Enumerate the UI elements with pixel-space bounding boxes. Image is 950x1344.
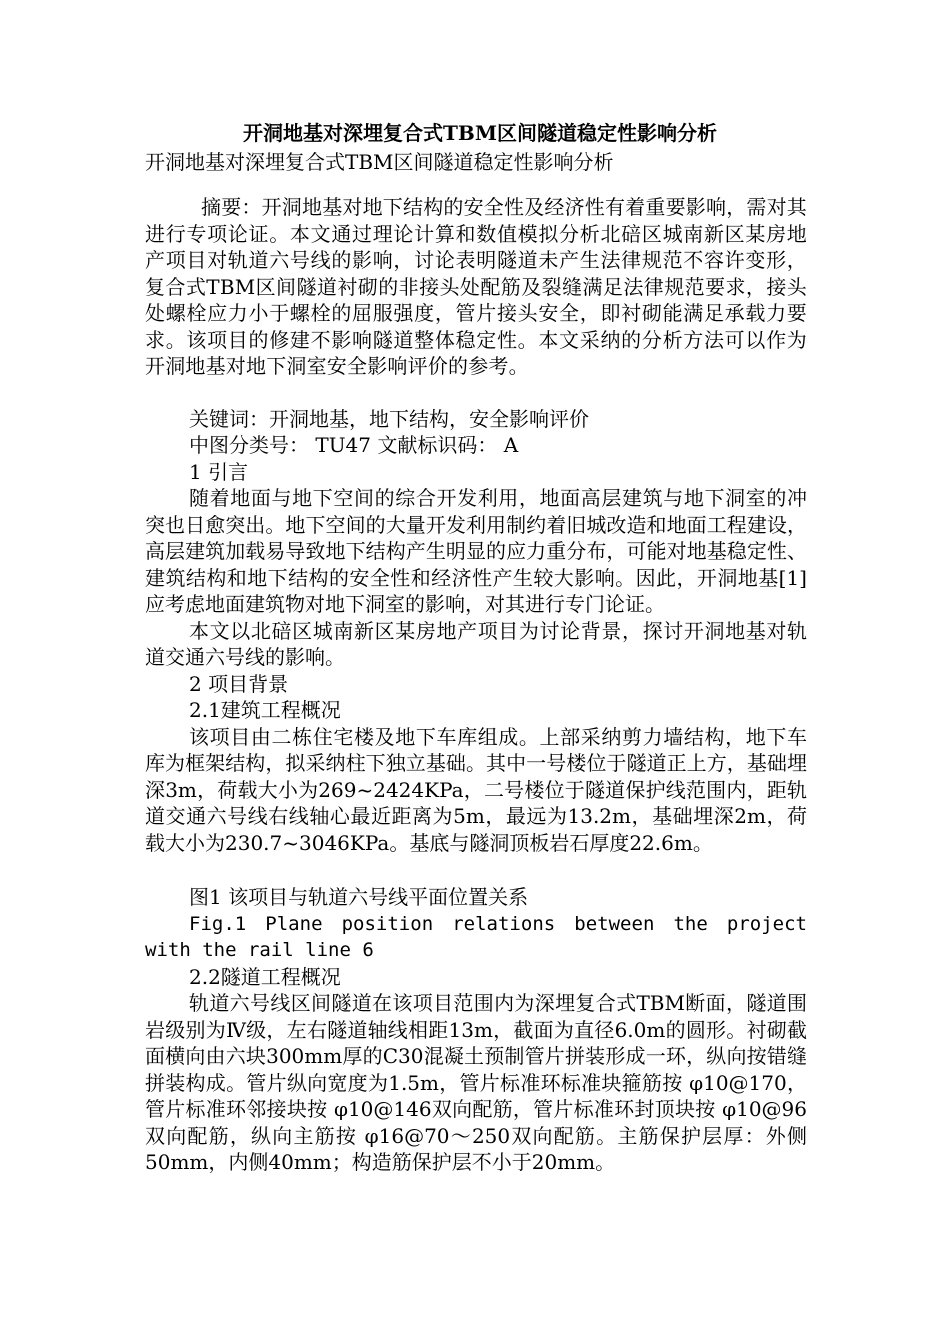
figure-caption-english: Fig.1 Plane position relations between the project with the rail line 6: [145, 912, 807, 961]
document-page: [145, 118, 807, 1176]
section-2-heading: 2 项目背景: [189, 671, 289, 696]
keywords-line: 关键词：开洞地基，地下结构，安全影响评价: [189, 406, 589, 431]
figure-placeholder: [145, 856, 807, 884]
section-2-1-paragraph: 该项目由二栋住宅楼及地下车库组成。上部采纳剪力墙结构，地下车库为框架结构，拟采纳柱下独立基础。其中一号楼位于隧道正上方，基础埋深3m，荷载大小为269~2424KPa，二号楼位于隧道保护线范围内，距轨道交通六号线右线轴心最近距离为5m，最远为13.2m，基础埋深2m，荷载大小为230.7~3046KPa。基底与隧洞顶板岩石厚度22.6m。: [145, 724, 807, 855]
section-2-2-heading: 2.2隧道工程概况: [189, 964, 341, 989]
spacer: [145, 380, 807, 406]
section-2-1-heading: 2.1建筑工程概况: [189, 698, 341, 722]
abstract-paragraph: 摘要：开洞地基对地下结构的安全性及经济性有着重要影响，需对其进行专项论证。本文通过理论计算和数值模拟分析北碚区城南新区某房地产项目对轨道六号线的影响，讨论表明隧道未产生法律规范不容许变形，复合式TBM区间隧道衬砌的非接头处配筋及裂缝满足法律规范要求，接头处螺栓应力小于螺栓的屈服强度，管片接头安全，即衬砌能满足承载力要求。该项目的修建不影响隧道整体稳定性。本文采纳的分析方法可以作为开洞地基对地下洞室安全影响评价的参考。: [145, 195, 807, 378]
document-subtitle: 开洞地基对深埋复合式TBM区间隧道稳定性影响分析: [145, 150, 614, 174]
section-1-paragraph-1: 随着地面与地下空间的综合开发利用，地面高层建筑与地下洞室的冲突也日愈突出。地下空间的大量开发利用制约着旧城改造和地面工程建设，高层建筑加载易导致地下结构产生明显的应力重分布，可能对地基稳定性、建筑结构和地下结构的安全性和经济性产生较大影响。因此，开洞地基[1]应考虑地面建筑物对地下洞室的影响，对其进行专门论证。: [145, 486, 807, 616]
document-title: 开洞地基对深埋复合式TBM区间隧道稳定性影响分析: [243, 121, 717, 145]
classification-line: 中图分类号： TU47 文献标识码： A: [189, 433, 519, 457]
section-2-2-paragraph: 轨道六号线区间隧道在该项目范围内为深埋复合式TBM断面，隧道围岩级别为Ⅳ级，左右隧道轴线相距13m，截面为直径6.0m的圆形。衬砌截面横向由六块300mm厚的C30混凝土预制管片拼装形成一环，纵向按错缝拼装构成。管片纵向宽度为1.5m，管片标准环标准块箍筋按 φ10@170，管片标准环邻接块按 φ10@146双向配筋，管片标准环封顶块按 φ10@96双向配筋，纵向主筋按 φ16@70～250双向配筋。主筋保护层厚：外侧50mm，内侧40mm；构造筋保护层不小于20mm。: [145, 991, 807, 1174]
section-1-heading: 1 引言: [189, 459, 249, 484]
figure-caption-chinese: 图1 该项目与轨道六号线平面位置关系: [189, 885, 529, 909]
section-1-paragraph-2: 本文以北碚区城南新区某房地产项目为讨论背景，探讨开洞地基对轨道交通六号线的影响。: [145, 618, 807, 669]
